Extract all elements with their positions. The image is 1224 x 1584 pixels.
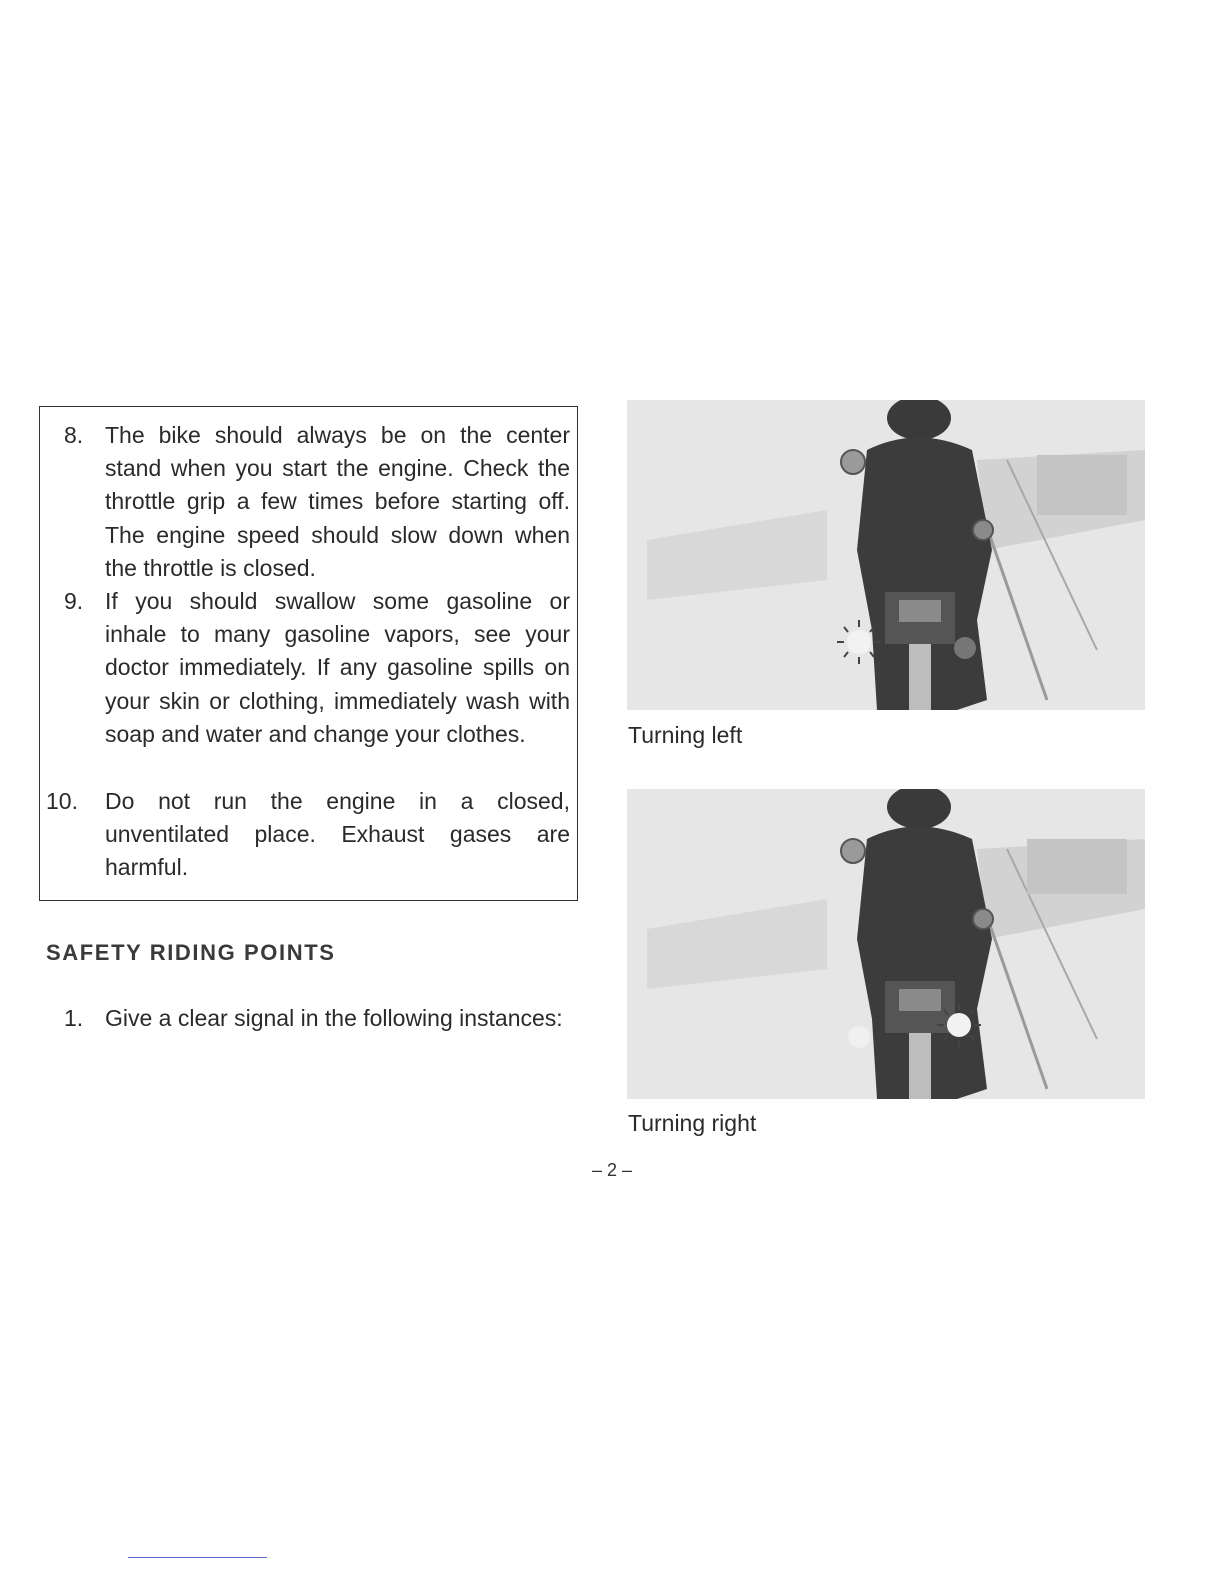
- caption-turning-right: Turning right: [628, 1110, 757, 1136]
- item-number: 10.: [46, 788, 78, 814]
- warning-item-8: [64, 419, 570, 585]
- section-heading: SAFETY RIDING POINTS: [46, 940, 336, 965]
- photo-turning-right: [627, 789, 1145, 1099]
- caption-turning-left: Turning left: [628, 722, 743, 748]
- photo-turning-left: [627, 400, 1145, 710]
- decorative-rule: [128, 1557, 267, 1558]
- item-number: 9.: [64, 588, 84, 614]
- item-text: Do not run the engine in a closed, unventilated place. Exhaust gases are harmful.: [105, 788, 570, 881]
- item-text: Give a clear signal in the following instances:: [105, 1005, 563, 1031]
- riding-point-1: [64, 1002, 570, 1035]
- item-number: 8.: [64, 422, 84, 448]
- item-text: If you should swallow some gasoline or inhale to many gasoline vapors, see your doctor immediately. If any gasoline spills on your skin or clothing, immediately wash with soap and water and change your clothes.: [105, 588, 570, 747]
- warning-item-9: [64, 585, 570, 751]
- item-text: The bike should always be on the center stand when you start the engine. Check the throttle grip a few times before starting off. The engine speed should slow down when the throttle is closed.: [105, 422, 570, 581]
- warning-item-10: [46, 785, 570, 885]
- page-number: – 2 –: [591, 1160, 633, 1180]
- item-number: 1.: [64, 1005, 84, 1031]
